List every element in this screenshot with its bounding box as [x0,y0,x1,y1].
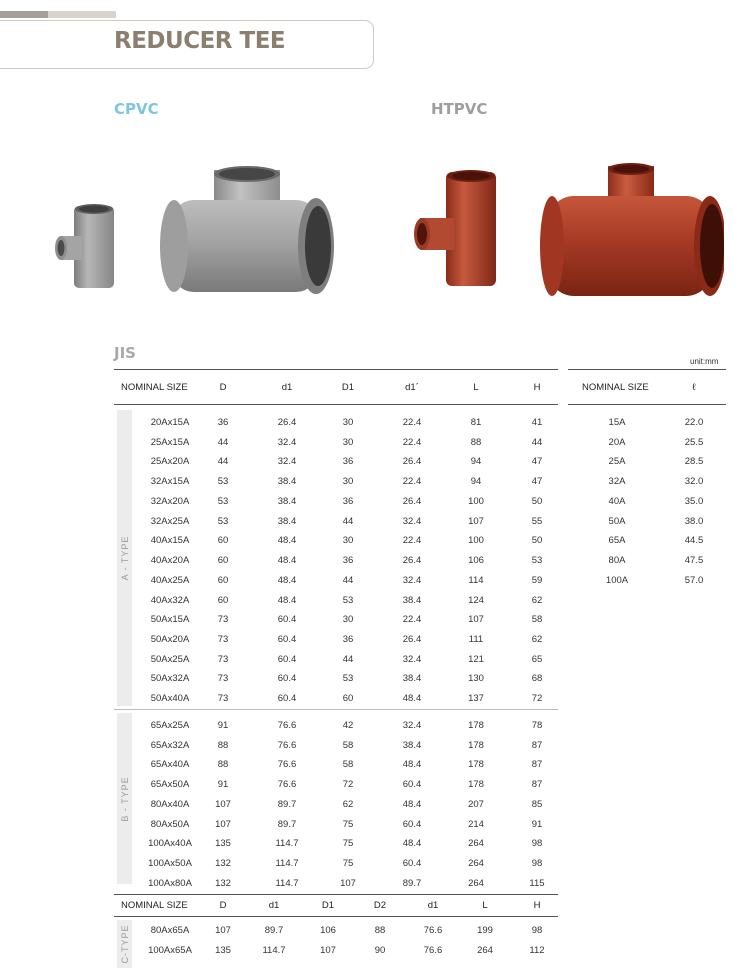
nominal-size-cell: 80A [608,555,626,567]
nominal-size-cell: 20A [608,436,626,448]
table-cell: 106 [468,555,484,567]
nominal-size-cell: 50Ax15A [150,614,190,626]
table-cell: 65 [531,653,543,665]
table-cell: 207 [468,798,484,810]
table-cell: 114.7 [275,858,299,870]
nominal-size-cell: 100Ax80A [148,877,192,889]
table-cell: 100 [468,535,484,547]
table-cell: 53 [531,555,543,567]
nominal-size-cell: 65Ax25A [150,719,190,731]
table-cell: 91 [531,818,543,830]
nominal-size-cell: 65Ax32A [150,739,190,751]
nominal-size-cell: 100Ax50A [148,858,192,870]
table-cell: 87 [531,739,543,751]
nominal-size-cell: 25A [608,456,626,468]
nominal-size-cell: 65Ax40A [150,759,190,771]
material-label-cpvc: CPVC [114,100,159,118]
table-cell: 68 [531,673,543,685]
table-cell: 30 [342,614,354,626]
table-cell: 107 [340,877,356,889]
table-cell: 76.6 [423,925,443,936]
table-cell: 73 [217,614,229,626]
header-accent-bar [0,11,48,18]
table-cell: 111 [468,634,484,646]
table-cell: 47 [531,476,543,488]
table-cell: 28.5 [684,456,704,468]
nominal-size-cell: 50Ax40A [150,693,190,705]
table-cell: 91 [217,779,229,791]
table-cell: 41 [531,417,543,428]
table-cell: 60.4 [402,779,422,791]
table-cell: 48.4 [277,574,297,586]
table-cell: 44 [217,456,229,468]
a-type-label: A - TYPE [120,535,130,581]
table-cell: 53 [217,476,229,488]
table-cell: 47 [531,456,543,468]
table-cell: 53 [217,495,229,507]
table-cell: 48.4 [402,798,422,810]
column-header: NOMINAL SIZE [582,382,649,393]
column-header: L [482,900,488,911]
table-cell: 25.5 [684,436,704,448]
table-cell: 32.4 [402,515,422,527]
table-cell: 85 [531,798,543,810]
table-cell: 73 [217,653,229,665]
column-header: ℓ [692,382,696,393]
table-cell: 44 [342,574,354,586]
cpvc-large-tee-photo [158,164,338,300]
table-cell: 114.7 [262,944,286,956]
nominal-size-cell: 50Ax20A [150,634,190,646]
htpvc-small-tee-photo [412,168,502,290]
table-cell: 48.4 [402,693,422,705]
table-cell: 264 [477,944,493,956]
table-cell: 98 [531,858,543,870]
table-cell: 73 [217,634,229,646]
table-cell: 60 [217,574,229,586]
table-cell: 89.7 [264,925,284,936]
table-cell: 60.4 [277,673,297,685]
table-cell: 73 [217,693,229,705]
table-cell: 107 [468,515,484,527]
table-cell: 178 [468,739,484,751]
table-cell: 62 [342,798,354,810]
table-cell: 60 [217,555,229,567]
table-cell: 98 [531,925,543,936]
b-type-label: B - TYPE [120,776,130,822]
table-cell: 22.4 [402,535,422,547]
table-cell: 87 [531,759,543,771]
standard-label: JIS [114,344,136,362]
table-cell: 73 [217,673,229,685]
table-cell: 94 [470,456,482,468]
table-cell: 30 [342,535,354,547]
table-cell: 26.4 [277,417,297,428]
column-header: d1 [281,382,293,393]
table-cell: 38.4 [402,739,422,751]
nominal-size-cell: 100A [605,574,629,586]
c-table-top-rule [114,894,558,895]
table-cell: 132 [215,858,231,870]
column-header: NOMINAL SIZE [121,382,188,393]
table-cell: 60.4 [277,653,297,665]
table-cell: 81 [470,417,482,428]
nominal-size-cell: 40Ax20A [150,555,190,567]
table-cell: 44 [342,515,354,527]
table-cell: 130 [468,673,484,685]
table-cell: 50 [531,495,543,507]
table-cell: 42 [342,719,354,731]
table-cell: 178 [468,759,484,771]
table-cell: 38.4 [277,495,297,507]
table-cell: 94 [470,476,482,488]
nominal-size-cell: 50Ax32A [150,673,190,685]
table-cell: 89.7 [277,798,297,810]
nominal-size-cell: 40Ax32A [150,594,190,606]
group-divider [114,709,558,710]
table-cell: 72 [531,693,543,705]
nominal-size-cell: 80Ax50A [150,818,190,830]
nominal-size-cell: 32Ax20A [150,495,190,507]
table-cell: 38.4 [402,673,422,685]
material-label-htpvc: HTPVC [431,100,488,118]
table-cell: 53 [342,594,354,606]
table-cell: 76.6 [277,759,297,771]
table-cell: 107 [215,798,231,810]
table-cell: 57.0 [684,574,704,586]
table-cell: 48.4 [277,555,297,567]
table-cell: 62 [531,634,543,646]
table-cell: 264 [468,877,484,889]
nominal-size-cell: 32Ax15A [150,476,190,488]
table-cell: 38.4 [277,476,297,488]
table-cell: 88 [217,739,229,751]
nominal-size-cell: 50A [608,515,626,527]
table-cell: 30 [342,476,354,488]
column-header: D1 [321,900,335,911]
side-table-header-rule [568,404,726,405]
table-cell: 48.4 [402,759,422,771]
side-table-top-rule [568,369,726,370]
table-cell: 75 [342,838,354,850]
table-cell: 78 [531,719,543,731]
table-cell: 58 [531,614,543,626]
table-cell: 106 [320,925,336,936]
table-cell: 48.4 [277,594,297,606]
nominal-size-cell: 20Ax15A [150,417,190,428]
table-cell: 60 [217,594,229,606]
table-cell: 59 [531,574,543,586]
table-cell: 178 [468,779,484,791]
htpvc-large-tee-photo [540,160,724,302]
table-cell: 112 [529,944,545,956]
table-cell: 26.4 [402,456,422,468]
column-header: D [219,900,227,911]
table-cell: 36 [217,417,229,428]
table-cell: 72 [342,779,354,791]
table-cell: 36 [342,555,354,567]
table-cell: 26.4 [402,495,422,507]
table-cell: 32.4 [402,719,422,731]
table-cell: 87 [531,779,543,791]
table-cell: 47.5 [684,555,704,567]
column-header: d1 [268,900,280,911]
table-cell: 107 [468,614,484,626]
table-cell: 32.0 [684,476,704,488]
table-cell: 36 [342,456,354,468]
table-cell: 114 [468,574,484,586]
header-accent-bar-light [48,11,116,18]
table-cell: 44.5 [684,535,704,547]
table-cell: 76.6 [277,779,297,791]
table-cell: 137 [468,693,484,705]
column-header: d1´ [405,382,419,393]
table-cell: 60 [217,535,229,547]
table-cell: 88 [217,759,229,771]
table-cell: 60 [342,693,354,705]
c-type-label: C-TYPE [120,924,130,964]
column-header: D1 [341,382,355,393]
table-cell: 60.4 [402,858,422,870]
table-cell: 55 [531,515,543,527]
table-cell: 76.6 [277,719,297,731]
nominal-size-cell: 40A [608,495,626,507]
table-cell: 107 [215,818,231,830]
table-cell: 32.4 [402,653,422,665]
table-cell: 35.0 [684,495,704,507]
table-cell: 32.4 [277,456,297,468]
column-header: H [533,382,541,393]
nominal-size-cell: 32Ax25A [150,515,190,527]
nominal-size-cell: 100Ax65A [148,944,192,956]
table-cell: 76.6 [277,739,297,751]
column-header: D [219,382,227,393]
unit-label: unit:mm [690,357,719,366]
table-cell: 32.4 [402,574,422,586]
table-cell: 60.4 [277,634,297,646]
table-cell: 75 [342,858,354,870]
table-cell: 53 [342,673,354,685]
table-cell: 22.0 [684,417,704,428]
table-cell: 132 [215,877,231,889]
table-cell: 32.4 [277,436,297,448]
nominal-size-cell: 40Ax25A [150,574,190,586]
table-cell: 114.7 [275,838,299,850]
table-cell: 75 [342,818,354,830]
nominal-size-cell: 50Ax25A [150,653,190,665]
table-cell: 50 [531,535,543,547]
table-cell: 178 [468,719,484,731]
table-cell: 89.7 [402,877,422,889]
table-cell: 107 [215,925,231,936]
nominal-size-cell: 25Ax20A [150,456,190,468]
table-cell: 199 [477,925,493,936]
table-cell: 44 [217,436,229,448]
table-cell: 36 [342,634,354,646]
table-cell: 26.4 [402,634,422,646]
main-table-header-rule [114,404,558,405]
main-table-top-rule [114,369,558,370]
nominal-size-cell: 40Ax15A [150,535,190,547]
table-cell: 135 [215,838,231,850]
column-header: L [473,382,479,393]
table-cell: 60.4 [402,818,422,830]
table-cell: 98 [531,838,543,850]
c-table-header-rule [114,916,558,917]
table-cell: 30 [342,417,354,428]
table-cell: 36 [342,495,354,507]
table-cell: 88 [374,925,386,936]
table-cell: 60.4 [277,614,297,626]
table-cell: 114.7 [275,877,299,889]
table-cell: 22.4 [402,614,422,626]
table-cell: 53 [217,515,229,527]
table-cell: 60.4 [277,693,297,705]
nominal-size-cell: 15A [608,417,626,428]
table-cell: 107 [320,944,336,956]
column-header: d1 [427,900,439,911]
table-cell: 91 [217,719,229,731]
nominal-size-cell: 65Ax50A [150,779,190,791]
table-cell: 89.7 [277,818,297,830]
table-cell: 30 [342,436,354,448]
nominal-size-cell: 100Ax40A [148,838,192,850]
table-cell: 90 [374,944,386,956]
cpvc-small-tee-photo [52,200,118,292]
table-cell: 26.4 [402,555,422,567]
nominal-size-cell: 65A [608,535,626,547]
table-cell: 58 [342,759,354,771]
table-cell: 44 [342,653,354,665]
nominal-size-cell: 25Ax15A [150,436,190,448]
table-cell: 264 [468,858,484,870]
table-cell: 88 [470,436,482,448]
page-title: REDUCER TEE [114,28,286,54]
column-header: NOMINAL SIZE [121,900,188,911]
table-cell: 22.4 [402,436,422,448]
table-cell: 22.4 [402,476,422,488]
table-cell: 100 [468,495,484,507]
table-cell: 48.4 [277,535,297,547]
table-cell: 48.4 [402,838,422,850]
table-cell: 135 [215,944,231,956]
nominal-size-cell: 80Ax65A [150,925,190,936]
table-cell: 44 [531,436,543,448]
column-header: D2 [373,900,387,911]
table-cell: 22.4 [402,417,422,428]
table-cell: 115 [529,877,545,889]
table-cell: 214 [468,818,484,830]
table-cell: 62 [531,594,543,606]
table-cell: 38.4 [277,515,297,527]
table-cell: 124 [468,594,484,606]
table-cell: 76.6 [423,944,443,956]
nominal-size-cell: 80Ax40A [150,798,190,810]
table-cell: 121 [468,653,484,665]
nominal-size-cell: 32A [608,476,626,488]
table-cell: 38.0 [684,515,704,527]
table-cell: 58 [342,739,354,751]
table-cell: 38.4 [402,594,422,606]
column-header: H [533,900,541,911]
table-cell: 264 [468,838,484,850]
